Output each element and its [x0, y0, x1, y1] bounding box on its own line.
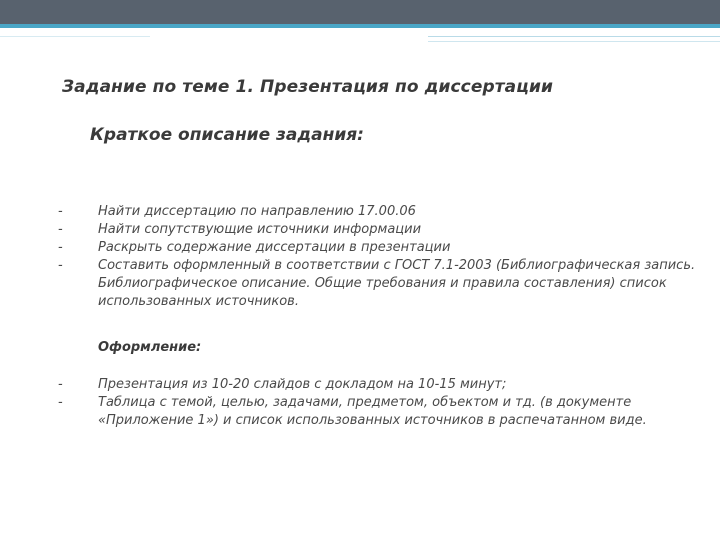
list-item [58, 257, 698, 311]
list-item [58, 221, 698, 239]
bullet-dash: - [58, 222, 63, 237]
list-item [58, 239, 698, 257]
bullet-dash: - [58, 240, 63, 255]
slide-title: Задание по теме 1. Презентация по диссертации [62, 77, 553, 97]
decorative-line [428, 41, 720, 42]
header-band [0, 0, 720, 24]
slide-subtitle: Краткое описание задания: [90, 125, 364, 145]
list-item [58, 376, 678, 394]
task-text: Раскрыть содержание диссертации в презентации [98, 240, 451, 255]
task-text: Найти диссертацию по направлению 17.00.06 [98, 204, 416, 219]
task-list [58, 203, 698, 311]
format-text: Презентация из 10-20 слайдов с докладом на 10-15 минут; [98, 377, 507, 392]
task-text: Найти сопутствующие источники информации [98, 222, 422, 237]
bullet-dash: - [58, 258, 63, 273]
decorative-line [428, 36, 720, 37]
list-item [58, 394, 678, 430]
format-text: Таблица с темой, целью, задачами, предметом, объектом и тд. (в документе «Приложение 1») и список использованных источников в распечатанном виде. [98, 395, 647, 428]
bullet-dash: - [58, 395, 63, 410]
bullet-dash: - [58, 377, 63, 392]
format-list [58, 376, 678, 430]
bullet-dash: - [58, 204, 63, 219]
decorative-line [0, 36, 150, 37]
header-accent-line [0, 24, 720, 28]
task-text: Составить оформленный в соответствии с ГОСТ 7.1-2003 (Библиографическая запись. Библиографическое описание. Общие требования и правила составления) список использованных источников. [98, 258, 696, 309]
list-item [58, 203, 698, 221]
format-heading: Оформление: [98, 340, 202, 355]
